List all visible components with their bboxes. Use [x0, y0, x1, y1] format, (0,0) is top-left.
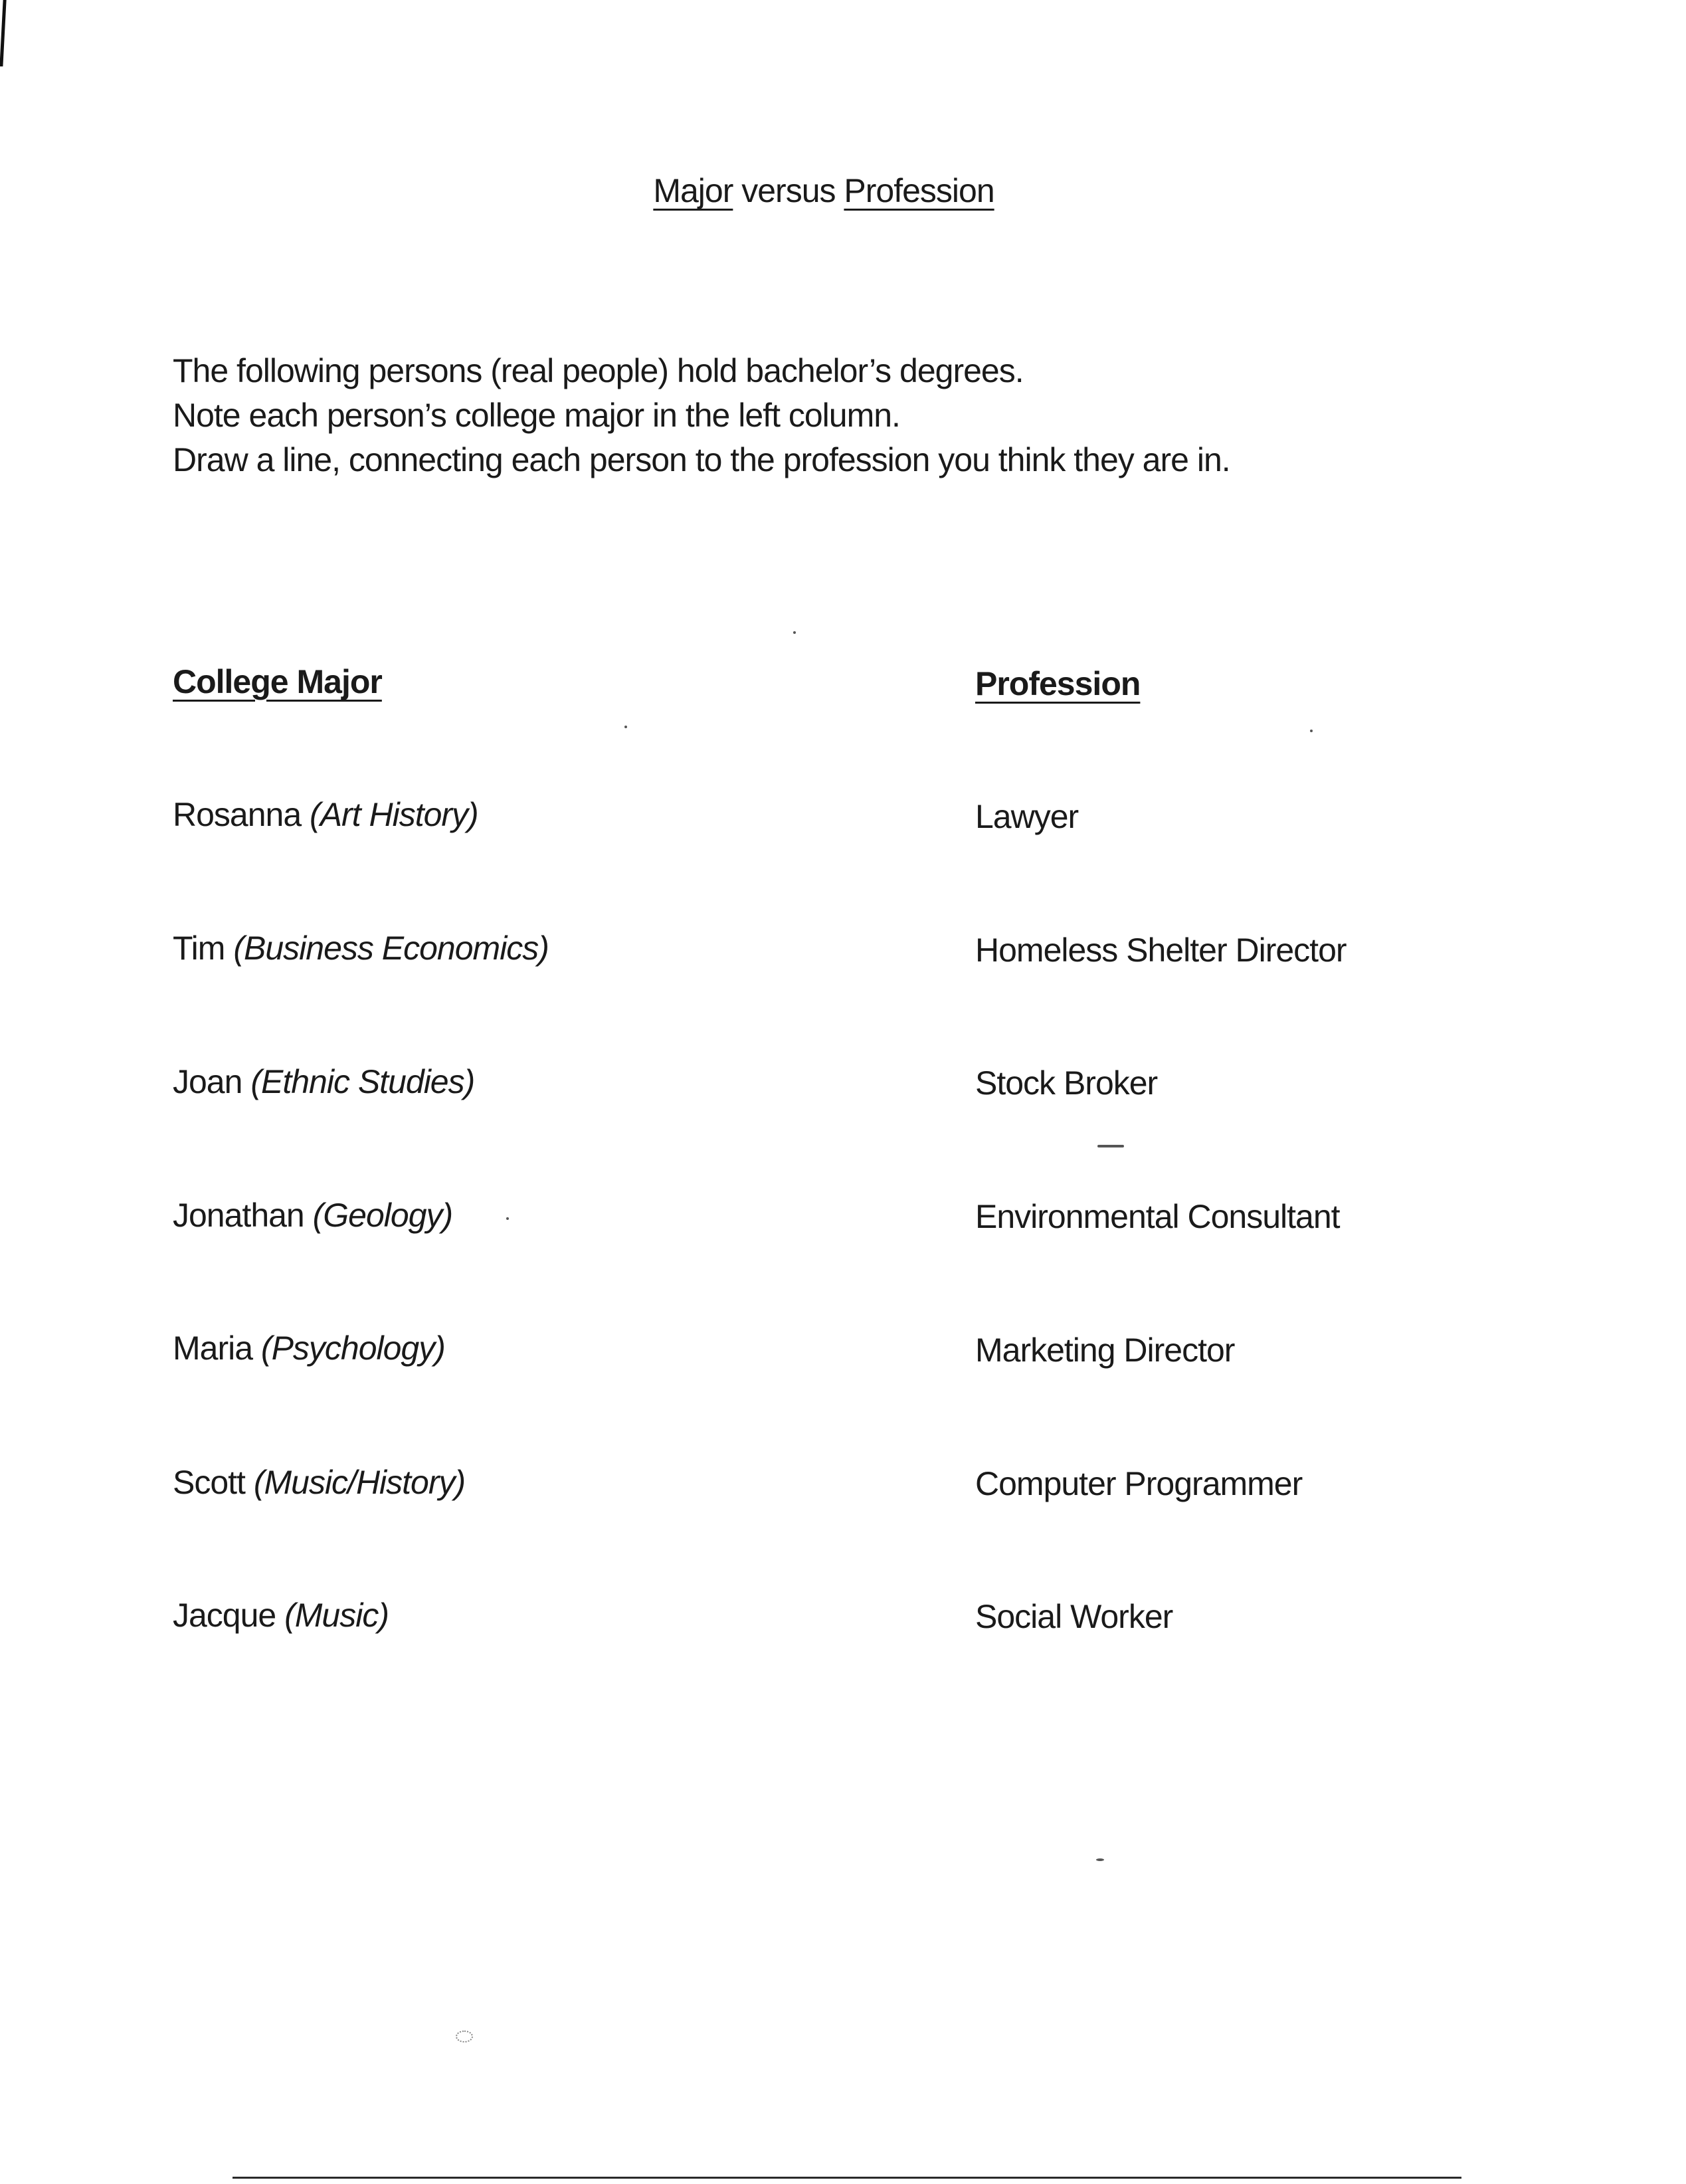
scan-speck: [624, 726, 627, 728]
person-major: (Music/History): [253, 1464, 466, 1501]
scan-edge-line: [233, 2177, 1461, 2179]
person-name: Jacque: [173, 1597, 285, 1634]
title-profession: Profession: [844, 172, 994, 209]
instruction-line: Draw a line, connecting each person to the profession you think they are in.: [173, 441, 1230, 478]
person-major: (Business Economics): [233, 930, 549, 967]
profession-item: Homeless Shelter Director: [975, 932, 1347, 969]
title-major: Major: [653, 172, 733, 209]
scan-speck: [1310, 730, 1313, 732]
scan-speck: [456, 2031, 473, 2042]
person-row: [173, 1596, 389, 1635]
person-row: [173, 1196, 452, 1235]
scan-speck: [1097, 1145, 1124, 1147]
person-name: Jonathan: [173, 1197, 313, 1234]
profession-item: Social Worker: [975, 1598, 1173, 1635]
person-row: [173, 1062, 474, 1101]
profession-item: Lawyer: [975, 798, 1079, 835]
profession-header: Profession: [975, 665, 1141, 702]
page-title: [0, 171, 1647, 210]
person-row: [173, 1329, 445, 1367]
person-major: (Art History): [310, 796, 478, 833]
profession-item: Stock Broker: [975, 1064, 1158, 1102]
title-versus: versus: [733, 172, 844, 209]
person-major: (Ethnic Studies): [250, 1063, 475, 1100]
person-major: (Geology): [312, 1197, 453, 1234]
instructions: [173, 349, 1568, 482]
profession-item: Computer Programmer: [975, 1465, 1303, 1502]
person-row: [173, 929, 549, 967]
person-name: Joan: [173, 1063, 251, 1100]
scan-speck: [506, 1217, 509, 1220]
person-name: Tim: [173, 930, 234, 967]
person-name: Maria: [173, 1330, 261, 1367]
scan-edge-mark: [0, 0, 7, 66]
person-name: Scott: [173, 1464, 254, 1501]
person-major: (Psychology): [260, 1330, 445, 1367]
scan-speck: [793, 631, 796, 634]
profession-item: Environmental Consultant: [975, 1198, 1340, 1235]
person-row: [173, 795, 478, 834]
person-row: [173, 1463, 465, 1502]
person-name: Rosanna: [173, 796, 310, 833]
profession-item: Marketing Director: [975, 1332, 1235, 1369]
scan-speck: [1096, 1858, 1104, 1861]
person-major: (Music): [284, 1597, 389, 1634]
college-major-header: College Major: [173, 663, 382, 700]
instruction-line: Note each person’s college major in the left column.: [173, 397, 900, 434]
instruction-line: The following persons (real people) hold bachelor’s degrees.: [173, 352, 1024, 389]
